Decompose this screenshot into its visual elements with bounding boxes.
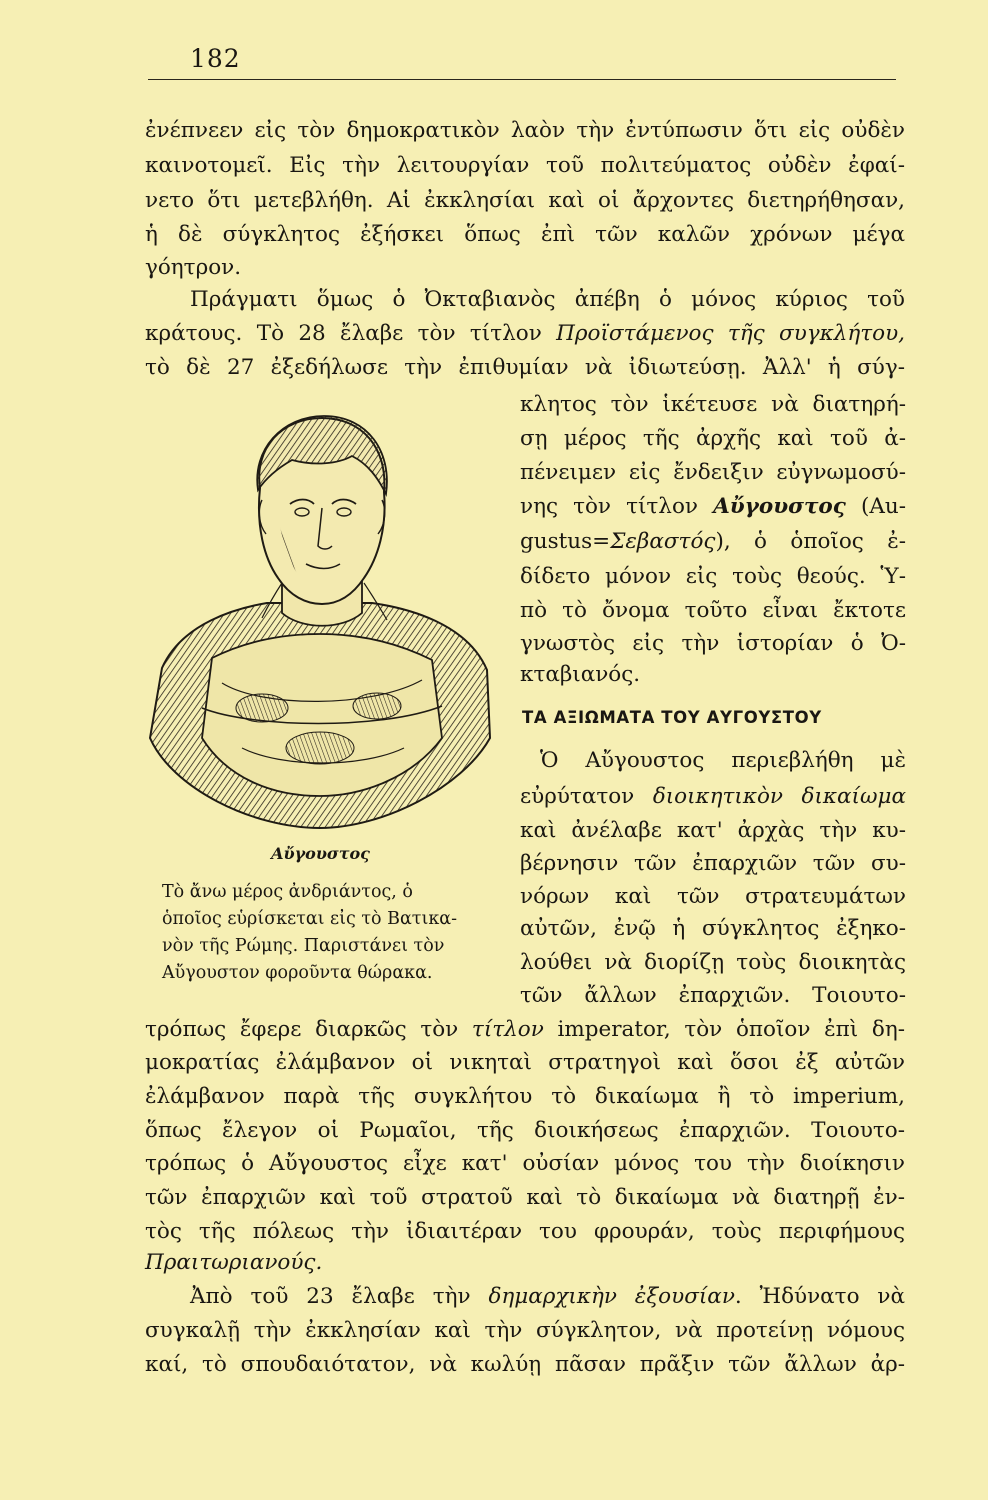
text-line: νετο ὅτι μετεβλήθη. Αἱ ἐκκλησίαι καὶ οἱ ἄρχοντες διετηρήθησαν, (145, 188, 905, 213)
text-line: νης τὸν τίτλον Αὔγουστος (Au- (520, 494, 906, 519)
text-line: Ὁ Αὔγουστος περιεβλήθη μὲ (540, 748, 906, 773)
text-line: γνωστὸς εἰς τὴν ἱστορίαν ὁ Ὀ- (520, 631, 906, 656)
text-line: μοκρατίας ἐλάμβανον οἱ νικηταὶ στρατηγοὶ καὶ ὅσοι ἐξ αὐτῶν (145, 1050, 905, 1075)
text-line: gustus=Σεβαστός), ὁ ὁποῖος ἐ- (520, 529, 906, 554)
text-line: καί, τὸ σπουδαιότατον, νὰ κωλύῃ πᾶσαν πρᾶξιν τῶν ἄλλων ἀρ- (145, 1352, 905, 1377)
text-line: λούθει νὰ διορίζῃ τοὺς διοικητὰς (520, 950, 906, 975)
text-line: Πραιτωριανούς. (145, 1250, 323, 1275)
text-line: καινοτομεῖ. Εἰς τὴν λειτουργίαν τοῦ πολιτεύματος οὐδὲν ἐφαί- (145, 153, 905, 178)
text-line: τρόπως ὁ Αὔγουστος εἶχε κατ' οὐσίαν μόνος του τὴν διοίκησιν (145, 1151, 905, 1176)
text-line: γόητρον. (145, 255, 242, 280)
figure-label: Αὔγουστος (271, 844, 370, 863)
figure-caption-line: Τὸ ἄνω μέρος ἀνδριάντος, ὁ (162, 882, 413, 902)
figure-caption-line: ὁποῖος εὑρίσκεται εἰς τὸ Βατικα- (162, 909, 458, 929)
text-line: δίδετο μόνον εἰς τοὺς θεούς. Ὑ- (520, 564, 906, 589)
text-line: τὸς τῆς πόλεως τὴν ἰδιαιτέραν του φρουράν, τοὺς περιφήμους (145, 1219, 905, 1244)
text-line: καὶ ἀνέλαβε κατ' ἀρχὰς τὴν κυ- (520, 818, 906, 843)
header-rule (148, 79, 896, 80)
title-italic: Προϊστάμενος τῆς συγκλήτου, (556, 321, 905, 346)
text-line: σῃ μέρος τῆς ἀρχῆς καὶ τοῦ ἀ- (520, 426, 906, 451)
text-line: βέρνησιν τῶν ἐπαρχιῶν τῶν συ- (520, 851, 906, 876)
text-line: ἐλάμβανον παρὰ τῆς συγκλήτου τὸ δικαίωμα ἢ τὸ imperium, (145, 1084, 905, 1109)
title-augustus: Αὔγουστος (713, 494, 846, 519)
augustus-bust-engraving (142, 408, 497, 838)
figure-caption-line: Αὔγουστον φοροῦντα θώρακα. (162, 963, 433, 983)
text-line: κλητος τὸν ἱκέτευσε νὰ διατηρή- (520, 392, 906, 417)
text-line: κταβιανός. (520, 662, 641, 687)
text-line: πὸ τὸ ὄνομα τοῦτο εἶναι ἔκτοτε (520, 598, 906, 623)
text-line: ἡ δὲ σύγκλητος ἐξήσκει ὅπως ἐπὶ τῶν καλῶν χρόνων μέγα (145, 222, 905, 247)
text-line: Ἀπὸ τοῦ 23 ἔλαβε τὴν δημαρχικὴν ἐξουσίαν. Ἠδύνατο νὰ (190, 1284, 905, 1309)
text-line: τῶν ἐπαρχιῶν καὶ τοῦ στρατοῦ καὶ τὸ δικαίωμα νὰ διατηρῇ ἐν- (145, 1185, 905, 1210)
text-line: συγκαλῇ τὴν ἐκκλησίαν καὶ τὴν σύγκλητον, νὰ προτείνῃ νόμους (145, 1318, 905, 1343)
figure-caption-line: νὸν τῆς Ρώμης. Παριστάνει τὸν (162, 936, 445, 956)
text-line: τὸ δὲ 27 ἐξεδήλωσε τὴν ἐπιθυμίαν νὰ ἰδιωτεύσῃ. Ἀλλ' ἡ σύγ- (145, 355, 905, 380)
page-number: 182 (190, 44, 241, 73)
text-line: νόρων καὶ τῶν στρατευμάτων (520, 884, 906, 909)
text-line: ἐνέπνεεν εἰς τὸν δημοκρατικὸν λαὸν τὴν ἐντύπωσιν ὅτι εἰς οὐδὲν (145, 118, 905, 143)
text-line: αὐτῶν, ἐνῷ ἡ σύγκλητος ἐξηκο- (520, 916, 906, 941)
text-line: Πράγματι ὅμως ὁ Ὀκταβιανὸς ἀπέβη ὁ μόνος κύριος τοῦ (190, 287, 905, 312)
text-line: πένειμεν εἰς ἔνδειξιν εὐγνωμοσύ- (520, 460, 906, 485)
text-line: κράτους. Τὸ 28 ἔλαβε τὸν τίτλον Προϊστάμενος τῆς συγκλήτου, (145, 321, 905, 346)
text-line: τῶν ἄλλων ἐπαρχιῶν. Τοιουτο- (520, 983, 906, 1008)
text-line: τρόπως ἔφερε διαρκῶς τὸν τίτλον imperator, τὸν ὁποῖον ἐπὶ δη- (145, 1017, 905, 1042)
text-line: εὐρύτατον διοικητικὸν δικαίωμα (520, 784, 906, 809)
text-line: ὅπως ἔλεγον οἱ Ρωμαῖοι, τῆς διοικήσεως ἐπαρχιῶν. Τοιουτο- (145, 1118, 905, 1143)
section-heading: ΤΑ ΑΞΙΩΜΑΤΑ ΤΟΥ ΑΥΓΟΥΣΤΟΥ (522, 708, 822, 727)
